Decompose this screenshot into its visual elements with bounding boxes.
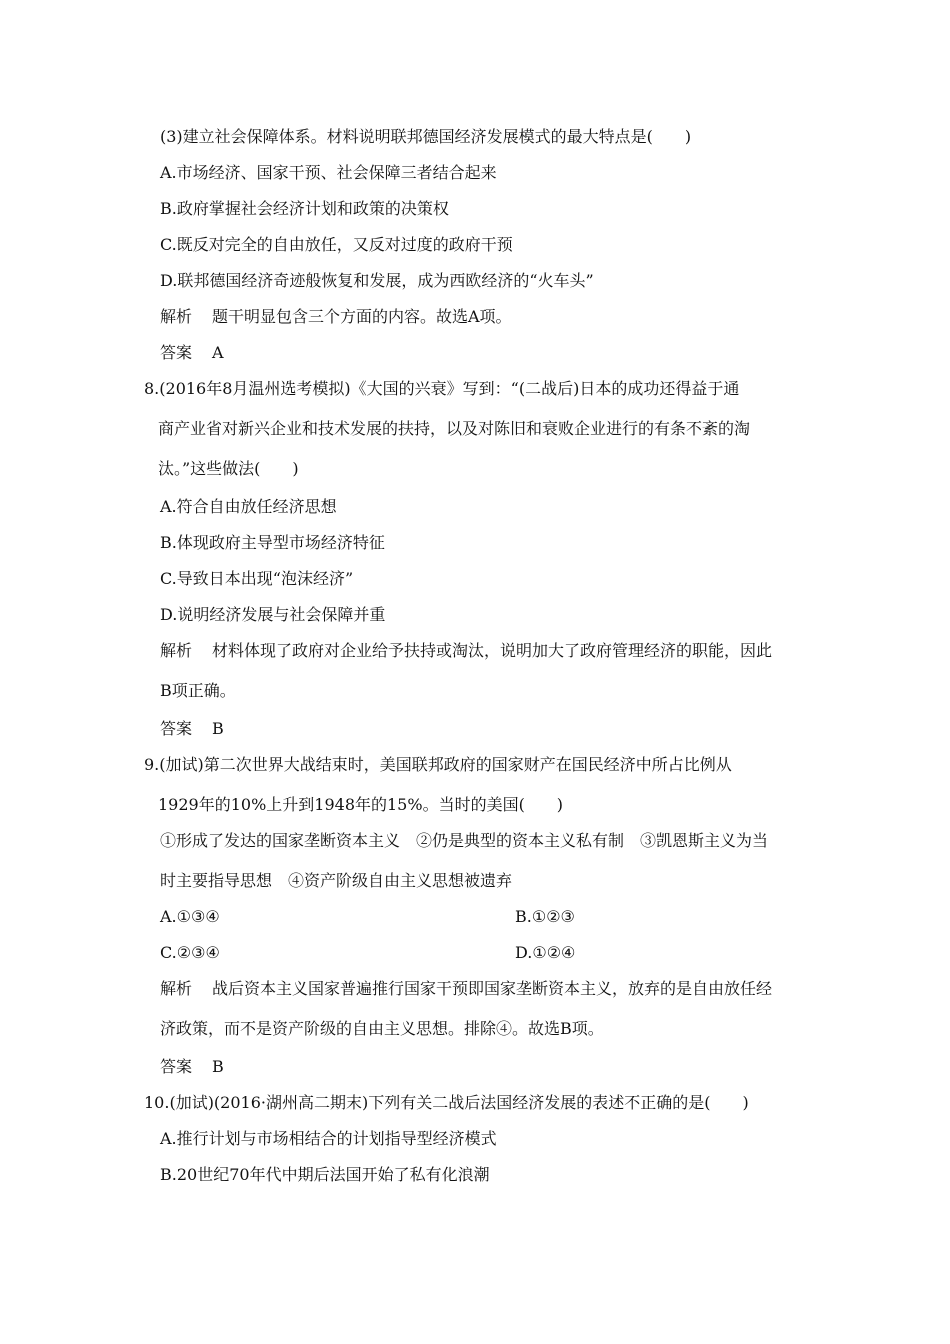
q8-option-d: D.说明经济发展与社会保障并重 [160, 605, 386, 624]
q10-option-a: A.推行计划与市场相结合的计划指导型经济模式 [160, 1129, 497, 1148]
q8-option-a: A.符合自由放任经济思想 [160, 497, 337, 516]
q8-analysis-line-2: B项正确。 [160, 681, 236, 700]
q7-analysis-label: 解析 [160, 307, 193, 326]
q8-stem-line-2: 商产业省对新兴企业和技术发展的扶持，以及对陈旧和衰败企业进行的有条不紊的淘 [158, 419, 751, 438]
q7-option-b: B.政府掌握社会经济计划和政策的决策权 [160, 199, 449, 218]
q9-analysis-label: 解析 [160, 979, 193, 998]
q7-analysis-text: 题干明显包含三个方面的内容。故选A项。 [212, 307, 512, 326]
q7-option-c: C.既反对完全的自由放任，又反对过度的政府干预 [160, 235, 513, 254]
q8-answer [160, 718, 224, 740]
q9-option-c: C.②③④ [160, 943, 220, 962]
q9-stem-line-1: 9.(加试)第二次世界大战结束时，美国联邦政府的国家财产在国民经济中所占比例从 [144, 755, 732, 774]
q8-answer-value: B [212, 719, 224, 738]
q7-stem: (3)建立社会保障体系。材料说明联邦德国经济发展模式的最大特点是( ) [160, 127, 692, 146]
q8-answer-label: 答案 [160, 719, 193, 738]
q10-option-b: B.20世纪70年代中期后法国开始了私有化浪潮 [160, 1165, 490, 1184]
q9-analysis-line-1: 战后资本主义国家普遍推行国家干预即国家垄断资本主义，放弃的是自由放任经 [212, 979, 773, 998]
q7-answer-label: 答案 [160, 343, 193, 362]
q9-analysis-line-2: 济政策，而不是资产阶级的自由主义思想。排除④。故选B项。 [160, 1019, 604, 1038]
q9-answer [160, 1056, 224, 1078]
q9-answer-label: 答案 [160, 1057, 193, 1076]
q8-analysis-label: 解析 [160, 641, 193, 660]
q9-analysis [160, 978, 772, 1000]
q9-statements-line-1: ①形成了发达的国家垄断资本主义 ②仍是典型的资本主义私有制 ③凯恩斯主义为当 [160, 831, 769, 850]
q7-option-d: D.联邦德国经济奇迹般恢复和发展，成为西欧经济的“火车头” [160, 271, 594, 290]
q9-answer-value: B [212, 1057, 224, 1076]
q9-option-a: A.①③④ [160, 907, 220, 926]
q8-stem-line-1: 8.(2016年8月温州选考模拟)《大国的兴衰》写到：“(二战后)日本的成功还得益于通 [144, 379, 740, 398]
q10-stem: 10.(加试)(2016·湖州高二期末)下列有关二战后法国经济发展的表述不正确的是( ) [144, 1093, 749, 1112]
q8-analysis-line-1: 材料体现了政府对企业给予扶持或淘汰，说明加大了政府管理经济的职能，因此 [212, 641, 773, 660]
q7-answer-value: A [212, 343, 224, 362]
q8-stem-line-3: 汰。”这些做法( ) [158, 459, 299, 478]
q7-analysis [160, 306, 512, 328]
q7-option-a: A.市场经济、国家干预、社会保障三者结合起来 [160, 163, 497, 182]
q9-statements-line-2: 时主要指导思想 ④资产阶级自由主义思想被遗弃 [160, 871, 513, 890]
q9-option-d: D.①②④ [515, 943, 576, 962]
q8-analysis [160, 640, 772, 662]
q9-option-b: B.①②③ [515, 907, 575, 926]
q7-answer [160, 342, 224, 364]
q8-option-b: B.体现政府主导型市场经济特征 [160, 533, 385, 552]
q8-option-c: C.导致日本出现“泡沫经济” [160, 569, 354, 588]
q9-stem-line-2: 1929年的10%上升到1948年的15%。当时的美国( ) [158, 795, 564, 814]
